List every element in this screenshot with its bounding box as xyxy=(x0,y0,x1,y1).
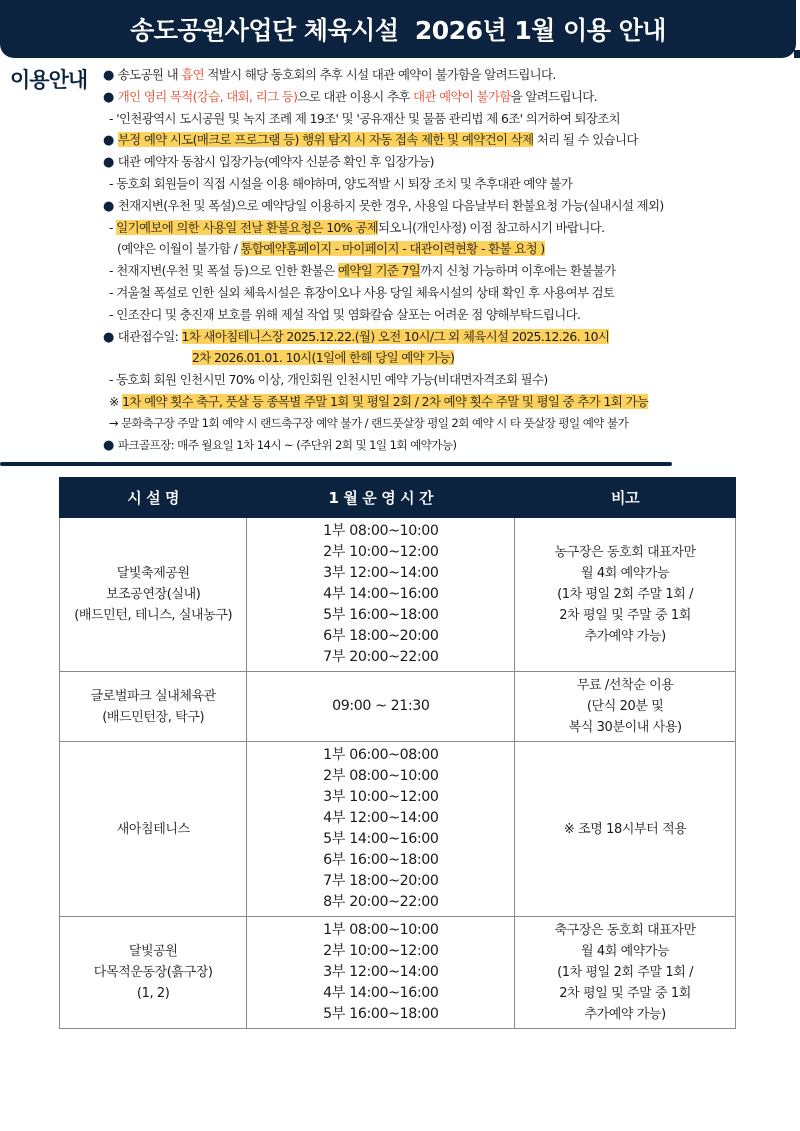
facility-name-line: (배드민턴장, 탁구) xyxy=(102,709,205,725)
bullet-icon: ● xyxy=(103,329,114,345)
facility-name-line: 보조공연장(실내) xyxy=(105,587,201,602)
time-slot: 4부 14:00~16:00 xyxy=(323,985,439,1001)
remark-line: (1차 평일 2회 주말 1회 / xyxy=(557,587,694,602)
remark-line: 2차 평일 및 주말 중 1회 xyxy=(559,986,691,1001)
time-slot: 5부 16:00~18:00 xyxy=(323,607,439,623)
hours-cell xyxy=(247,742,515,917)
notice-text: 으로 대관 이용시 추후 xyxy=(297,88,414,104)
notice-text: 까지 신청 가능하며 이후에는 환불불가 xyxy=(420,263,616,279)
notice-text: 적발시 해당 동호회의 추후 시설 대관 예약이 불가함을 알려드립니다. xyxy=(204,67,556,82)
usage-guide-label: 이용안내 xyxy=(10,68,88,92)
time-slot: 3부 10:00~12:00 xyxy=(323,789,439,805)
notice-text: 처리 될 수 있습니다 xyxy=(533,132,638,148)
time-slot: 2부 10:00~12:00 xyxy=(323,544,439,560)
notice-line xyxy=(103,391,793,413)
notice-text: 되오니(개인사정) 이점 참고하시기 바랍니다. xyxy=(378,219,605,235)
time-slot: 7부 18:00~20:00 xyxy=(323,873,439,889)
hours-cell xyxy=(247,917,515,1029)
facility-cell xyxy=(60,742,247,917)
notice-line xyxy=(103,173,793,195)
bullet-icon: ● xyxy=(103,133,114,149)
notice-text: (예약은 이월이 불가함 / xyxy=(117,241,241,257)
header-facility-name: 시 설 명 xyxy=(60,478,247,518)
facility-cell xyxy=(60,917,247,1029)
remark-line: 추가예약 가능) xyxy=(584,629,666,644)
notice-text: - 천재지변(우천 및 폭설 등)으로 인한 환불은 xyxy=(109,263,338,279)
remark-line: 추가예약 가능) xyxy=(584,1007,666,1022)
warning-text: 흡연 xyxy=(181,67,205,82)
facility-cell xyxy=(60,518,247,672)
highlighted-text: 예약일 기준 7일 xyxy=(338,263,421,279)
time-slot: 1부 06:00~08:00 xyxy=(323,747,439,763)
notice-text: 대관접수일: xyxy=(117,328,182,344)
notice-line xyxy=(103,326,793,348)
time-slot: 4부 12:00~14:00 xyxy=(323,810,439,826)
notice-text: ※ xyxy=(109,393,123,409)
highlighted-text: 일기예보에 의한 사용일 전날 환불요청은 10% 공제 xyxy=(116,219,379,235)
notice-text: 파크골프장: 매주 월요일 1차 14시 ~ (주단위 2회 및 1일 1회 예약가능) xyxy=(117,437,457,452)
facility-name-line: 다목적운동장(흙구장) xyxy=(93,965,213,980)
notice-line xyxy=(103,195,793,217)
notice-line xyxy=(103,64,793,86)
facility-name-line: (1, 2) xyxy=(136,986,170,1001)
remarks-cell xyxy=(515,672,736,742)
notice-line xyxy=(103,86,793,108)
notice-text: 천재지변(우천 및 폭설)으로 예약당일 이용하지 못한 경우, 사용일 다음날부터 환불요청 가능(실내시설 제외) xyxy=(117,197,664,213)
remarks-cell xyxy=(515,742,736,917)
notice-line xyxy=(103,129,793,151)
facility-schedule-table xyxy=(59,477,736,1029)
notice-text: 대관 예약자 동참시 입장가능(예약자 신분증 확인 후 입장가능) xyxy=(117,154,434,170)
table-row xyxy=(60,917,736,1029)
notice-line xyxy=(103,108,793,130)
hours-cell xyxy=(247,518,515,672)
notice-line xyxy=(103,282,793,304)
warning-text: 대관 예약이 불가함 xyxy=(413,88,511,104)
notice-line xyxy=(103,369,793,391)
notice-line xyxy=(103,347,793,369)
section-divider xyxy=(0,462,672,466)
table-header-row xyxy=(60,478,736,518)
facility-name-line: 새아침테니스 xyxy=(116,821,190,837)
notice-line xyxy=(103,238,793,260)
header-remarks: 비고 xyxy=(515,478,736,518)
remarks-cell xyxy=(515,518,736,672)
notice-text: → 문화축구장 주말 1회 예약 시 랜드축구장 예약 불가 / 랜드풋살장 평일 2회 예약 시 타 풋살장 평일 예약 불가 xyxy=(109,415,629,430)
notice-line xyxy=(103,217,793,239)
remark-line: 축구장은 동호회 대표자만 xyxy=(554,923,696,938)
facility-cell xyxy=(60,672,247,742)
notice-text: - 동호회 회원들이 직접 시설을 이용 해야하며, 양도적발 시 퇴장 조치 및 추후대관 예약 불가 xyxy=(109,175,573,191)
notice-list xyxy=(103,64,793,456)
time-slot: 8부 20:00~22:00 xyxy=(323,894,439,910)
header-operating-hours: 1 월 운 영 시 간 xyxy=(247,478,515,518)
time-slot: 3부 12:00~14:00 xyxy=(323,565,439,581)
remark-line: 농구장은 동호회 대표자만 xyxy=(554,545,696,560)
warning-text: 개인 영리 목적(강습, 대회, 리그 등) xyxy=(117,88,298,104)
facility-name-line: (배드민턴, 테니스, 실내농구) xyxy=(74,608,233,623)
time-slot: 1부 08:00~10:00 xyxy=(323,523,439,539)
time-slot: 2부 10:00~12:00 xyxy=(323,943,439,959)
time-slot: 6부 18:00~20:00 xyxy=(323,628,439,644)
bullet-icon: ● xyxy=(103,89,114,105)
remark-line: 복식 30분이내 사용) xyxy=(568,720,682,735)
bullet-icon: ● xyxy=(103,198,114,214)
notice-text: - 인조잔디 및 충진재 보호를 위해 제설 작업 및 염화칼슘 살포는 어려운 점 양해부탁드립니다. xyxy=(109,306,581,322)
remark-line: 무료 /선착순 이용 xyxy=(576,678,674,693)
facility-name-line: 달빛공원 xyxy=(128,944,178,959)
time-slot: 09:00 ~ 21:30 xyxy=(332,698,430,714)
time-slot: 4부 14:00~16:00 xyxy=(323,586,439,602)
highlighted-text: 1차 예약 횟수 축구, 풋살 등 종목별 주말 1회 및 평일 2회 / 2차 예약 횟수 주말 및 평일 중 추가 1회 가능 xyxy=(122,393,649,409)
time-slot: 5부 16:00~18:00 xyxy=(323,1006,439,1022)
remark-line: 월 4회 예약가능 xyxy=(580,944,670,959)
title-banner xyxy=(0,0,796,58)
highlighted-text: 2차 2026.01.01. 10시(1일에 한해 당일 예약 가능) xyxy=(192,350,455,366)
remark-line: ※ 조명 18시부터 적용 xyxy=(563,821,687,837)
time-slot: 7부 20:00~22:00 xyxy=(323,649,439,665)
table-row xyxy=(60,672,736,742)
notice-text: 송도공원 내 xyxy=(117,67,182,82)
time-slot: 3부 12:00~14:00 xyxy=(323,964,439,980)
remark-line: (1차 평일 2회 주말 1회 / xyxy=(557,965,694,980)
notice-text: - '인천광역시 도시공원 및 녹지 조례 제 19조' 및 '공유재산 및 물품 관리법 제 6조' 의거하여 퇴장조치 xyxy=(109,110,621,126)
bullet-icon: ● xyxy=(103,68,114,83)
notice-line xyxy=(103,435,793,457)
notice-text: - 겨울철 폭설로 인한 실외 체육시설은 휴장이오나 사용 당일 체육시설의 상태 확인 후 사용여부 검토 xyxy=(109,284,615,300)
notice-text: 을 알려드립니다. xyxy=(510,88,597,104)
notice-line xyxy=(103,151,793,173)
notice-text: - xyxy=(109,219,117,235)
remark-line: 2차 평일 및 주말 중 1회 xyxy=(559,608,691,623)
highlighted-text: 1차 새아침테니스장 2025.12.22.(월) 오전 10시/그 외 체육시설 2025.12.26. 10시 xyxy=(181,328,610,344)
time-slot: 5부 14:00~16:00 xyxy=(323,831,439,847)
highlighted-text: 부정 예약 시도(매크로 프로그램 등) 행위 탐지 시 자동 접속 제한 및 예약건이 삭제 xyxy=(117,132,534,148)
facility-name-line: 달빛축제공원 xyxy=(116,566,190,581)
highlighted-text: 통합예약홈페이지 - 마이페이지 - 대관이력현황 - 환불 요청 ) xyxy=(240,241,545,257)
remark-line: 월 4회 예약가능 xyxy=(580,566,670,581)
remarks-cell xyxy=(515,917,736,1029)
bullet-icon: ● xyxy=(103,155,114,171)
facility-name-line: 글로벌파크 실내체육관 xyxy=(90,688,216,704)
bullet-icon: ● xyxy=(103,437,114,453)
hours-cell xyxy=(247,672,515,742)
notice-line xyxy=(103,260,793,282)
notice-text: - 동호회 회원 인천시민 70% 이상, 개인회원 인천시민 예약 가능(비대면자격조회 필수) xyxy=(109,372,548,388)
time-slot: 2부 08:00~10:00 xyxy=(323,768,439,784)
page-title: 송도공원사업단 체육시설 2026년 1월 이용 안내 xyxy=(130,16,666,45)
time-slot: 6부 16:00~18:00 xyxy=(323,852,439,868)
remark-line: (단식 20분 및 xyxy=(586,699,664,714)
table-row xyxy=(60,518,736,672)
time-slot: 1부 08:00~10:00 xyxy=(323,922,439,938)
notice-line xyxy=(103,304,793,326)
notice-line xyxy=(103,413,793,435)
table-row xyxy=(60,742,736,917)
